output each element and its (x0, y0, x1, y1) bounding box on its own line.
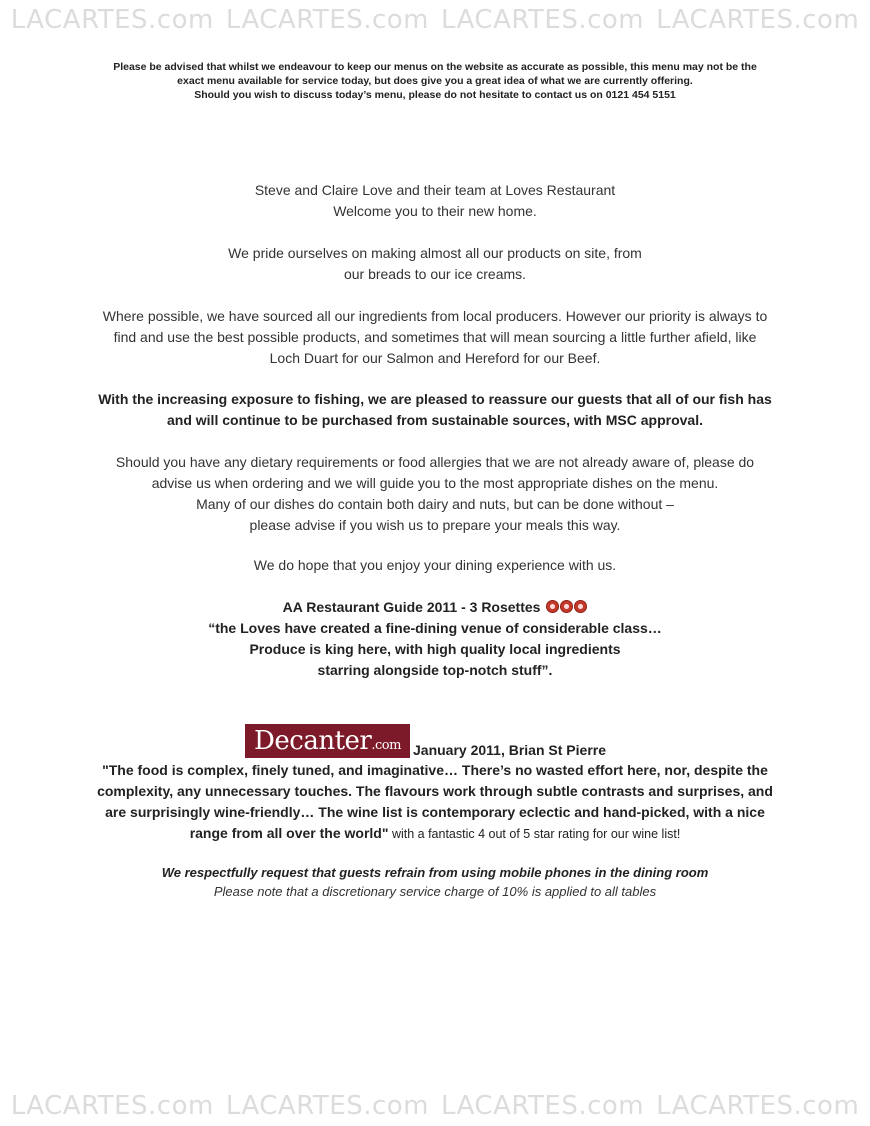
decanter-quote-line: are surprisingly wine-friendly… The wine list is contemporary eclectic and hand-picked, with a nice (105, 804, 765, 820)
watermark-text: LACARTES.com (656, 5, 860, 35)
sourcing-paragraph (35, 306, 835, 369)
decanter-quote-line (35, 823, 835, 845)
decanter-logo-text: Decanter (254, 726, 372, 756)
rosette-icon (546, 600, 559, 613)
dietary-paragraph (35, 452, 835, 536)
decanter-logo-suffix: .com (371, 738, 401, 753)
decanter-quote-line: complexity, any unnecessary touches. The flavours work through subtle contrasts and surprises, and (97, 783, 773, 799)
watermark-text: LACARTES.com (441, 1091, 645, 1121)
rosette-icon (574, 600, 587, 613)
watermark-bottom (0, 1086, 870, 1126)
decanter-quote-end: range from all over the world" (189, 825, 389, 841)
sourcing-line: find and use the best possible products, and sometimes that will mean sourcing a little further afield, like (113, 329, 757, 345)
watermark-text: LACARTES.com (225, 1091, 429, 1121)
pride-line: our breads to our ice creams. (343, 266, 527, 282)
wine-rating-note: with a fantastic 4 out of 5 star rating for our wine list! (388, 827, 681, 841)
notice-line: Should you wish to discuss today’s menu, please do not hesitate to contact us on 0121 454 5151 (194, 89, 676, 101)
notice-line: Please be advised that whilst we endeavour to keep our menus on the website as accurate as possible, this menu may not be the (113, 61, 757, 73)
pride-paragraph (35, 243, 835, 285)
aa-heading (35, 597, 835, 618)
decanter-logo (245, 724, 410, 758)
decanter-header (245, 722, 606, 758)
fishing-paragraph (35, 389, 835, 431)
rosettes-icon (546, 600, 587, 613)
footer-notes (35, 863, 835, 901)
welcome-paragraph (35, 180, 835, 222)
aa-review (35, 597, 835, 681)
fishing-line: With the increasing exposure to fishing, we are pleased to reassure our guests that all of our fish has (98, 391, 772, 407)
sourcing-line: Where possible, we have sourced all our ingredients from local producers. However our priority is always to (102, 308, 768, 324)
dietary-line: Many of our dishes do contain both dairy and nuts, but can be done without – (196, 496, 674, 512)
aa-quote-line: Produce is king here, with high quality local ingredients (249, 641, 621, 657)
decanter-caption: January 2011, Brian St Pierre (413, 742, 606, 758)
enjoy-paragraph (35, 555, 835, 576)
dietary-line: Should you have any dietary requirements or food allergies that we are not already aware of, please do (115, 454, 755, 470)
enjoy-line: We do hope that you enjoy your dining experience with us. (253, 557, 617, 573)
dietary-line: advise us when ordering and we will guide you to the most appropriate dishes on the menu. (151, 475, 719, 491)
mobile-phone-notice: We respectfully request that guests refrain from using mobile phones in the dining room (161, 865, 709, 880)
watermark-text: LACARTES.com (10, 5, 214, 35)
decanter-review (35, 760, 835, 845)
aa-heading-text: AA Restaurant Guide 2011 - 3 Rosettes (282, 599, 541, 615)
service-charge-notice: Please note that a discretionary service charge of 10% is applied to all tables (213, 884, 657, 899)
notice-line: exact menu available for service today, but does give you a great idea of what we are currently offering. (177, 75, 693, 87)
welcome-line: Welcome you to their new home. (333, 203, 537, 219)
watermark-top (0, 0, 870, 40)
aa-quote-line: starring alongside top-notch stuff”. (317, 662, 553, 678)
sourcing-line: Loch Duart for our Salmon and Hereford for our Beef. (269, 350, 601, 366)
watermark-text: LACARTES.com (225, 5, 429, 35)
aa-quote-line: “the Loves have created a fine-dining venue of considerable class… (208, 620, 662, 636)
watermark-text: LACARTES.com (10, 1091, 214, 1121)
pride-line: We pride ourselves on making almost all our products on site, from (228, 245, 642, 261)
watermark-text: LACARTES.com (441, 5, 645, 35)
rosette-icon (560, 600, 573, 613)
decanter-quote-line: "The food is complex, finely tuned, and imaginative… There’s no wasted effort here, nor, despite the (102, 762, 768, 778)
fishing-line: and will continue to be purchased from sustainable sources, with MSC approval. (167, 412, 703, 428)
disclaimer-notice (40, 60, 830, 102)
watermark-text: LACARTES.com (656, 1091, 860, 1121)
welcome-line: Steve and Claire Love and their team at Loves Restaurant (254, 182, 616, 198)
dietary-line: please advise if you wish us to prepare your meals this way. (249, 517, 621, 533)
